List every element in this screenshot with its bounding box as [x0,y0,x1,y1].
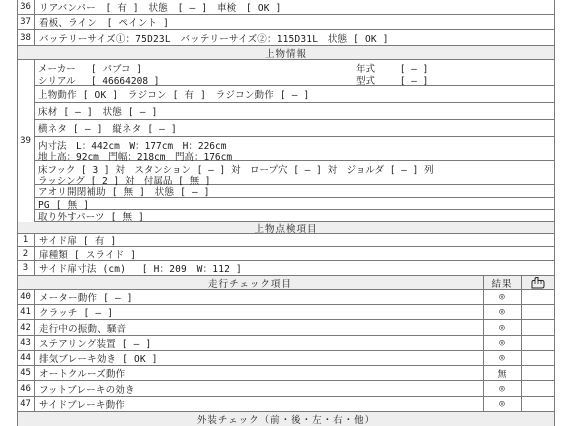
aori-text: アオリ開閉補助 [ 無 ] 状態 [ ― ] [38,187,210,198]
hand-pointer-icon[interactable] [525,276,551,290]
row-36 [17,0,555,15]
result-header: 結果 [491,278,513,290]
row-number: 47 [17,397,35,411]
section-header-run-check [17,276,555,290]
neta-cell [34,120,555,137]
divider [521,381,522,396]
result-mark: ◎ [499,322,505,333]
row-number: 39 [17,60,35,222]
maker-line: メーカー [ パブコ ] [38,64,142,75]
row-number: 45 [17,366,35,380]
row-text: リアバンパー [ 有 ] 状態 [ ― ] 車検 [ OK ] [39,3,282,14]
row-text: サイドブレーキ動作 [39,400,125,411]
row-text: ステアリング装置 [ ― ] [39,339,152,350]
row-39-block [17,60,555,222]
row-text: サイド扉寸法 (cm) [ H：209 W：112 ] [39,264,242,275]
hooks-line-1: 床フック [ 3 ] 対 スタンション [ ― ] 対 ロープ穴 [ ― ] 対 ジョルダ [ ― ] 列 [38,165,434,176]
run-check-row [17,381,555,397]
ground-height-dimensions: 地上高：92cm 門幅：218cm 門高：176cm [38,152,233,163]
section-header-exterior: 外装チェック（前・後・左・右・他） [17,412,555,426]
row-number: 2 [17,247,35,260]
row-number: 3 [17,261,35,275]
pg-text: PG [ 無 ] [38,199,90,211]
result-mark: ◎ [499,292,505,302]
section-header-uwamono: 上物情報 [17,46,555,60]
run-check-title: 走行チェック項目 [208,278,292,290]
section-header-inspection: 上物点検項目 [17,222,555,234]
result-mark: ◎ [499,383,505,394]
uwamono-action-text: 上物動作 [ OK ] ラジコン [ 有 ] ラジコン動作 [ ― ] [38,90,310,101]
row-37 [17,15,555,30]
inspection-row-1 [17,234,555,247]
row-number: 37 [17,15,35,29]
result-mark: ◎ [499,399,505,409]
inspection-row-2 [17,247,555,261]
divider [521,366,522,380]
model-year-line: 年式 [ ― ] [356,64,429,75]
row-number: 40 [17,290,35,304]
row-text: 走行中の振動、騒音 [39,323,127,335]
uwamono-action-cell [34,86,555,103]
row-text: 扉種類 [ スライド ] [39,249,137,261]
row-text: バッテリーサイズ①：75D23L バッテリーサイズ②：115D31L 状態 [ OK ] [39,33,389,45]
row-38 [17,30,555,46]
run-check-row [17,336,555,351]
floor-cell [34,103,555,120]
row-number: 38 [17,30,35,45]
dimensions-cell [34,137,555,161]
row-number: 44 [17,351,35,365]
result-mark: ◎ [499,338,505,348]
row-text: クラッチ [ ― ] [39,308,114,319]
hooks-cell [34,161,555,185]
row-text: フットブレーキの効き [39,384,135,396]
row-text: 看板、ライン [ ペイント ] [39,18,170,29]
row-number: 41 [17,305,35,319]
run-check-row [17,397,555,412]
divider [521,290,522,304]
aori-cell [34,185,555,198]
inner-dimensions: 内寸法 L：442cm W：177cm H：226cm [38,141,227,152]
divider [521,305,522,319]
run-check-row [17,320,555,336]
run-check-row [17,366,555,381]
result-mark: ◎ [499,307,505,317]
row-text: メーター動作 [ ― ] [39,293,133,304]
neta-text: 横ネタ [ ― ] 縦ネタ [ ― ] [38,124,177,135]
result-mark: ◎ [499,353,505,363]
divider [521,336,522,350]
removable-parts-text: 取り外すパーツ [ 無 ] [38,211,145,223]
divider [521,351,522,365]
result-mark: 無 [497,369,507,380]
row-number: 43 [17,336,35,350]
serial-line: シリアル [ 46664208 ] [38,76,160,87]
floor-text: 床材 [ ― ] 状態 [ ― ] [38,107,158,118]
row-number: 42 [17,320,35,335]
divider [521,276,522,289]
divider [521,397,522,411]
inspection-row-3 [17,261,555,276]
type-line: 型式 [ ― ] [356,76,429,87]
run-check-row [17,351,555,366]
row-number: 1 [17,234,35,246]
maker-serial-cell [34,60,555,86]
divider [521,320,522,335]
run-check-row [17,290,555,305]
run-check-row [17,305,555,320]
row-number: 36 [17,0,35,14]
row-text: オートクルーズ動作 [39,369,126,380]
row-number: 46 [17,381,35,396]
row-text: サイド扉 [ 有 ] [39,236,117,247]
hooks-line-2: ラッシング [ 2 ] 対 付属品 [ 無 ] [38,176,211,187]
inspection-sheet [17,0,555,426]
row-text: 排気ブレーキ効き [ OK ] [39,354,158,365]
